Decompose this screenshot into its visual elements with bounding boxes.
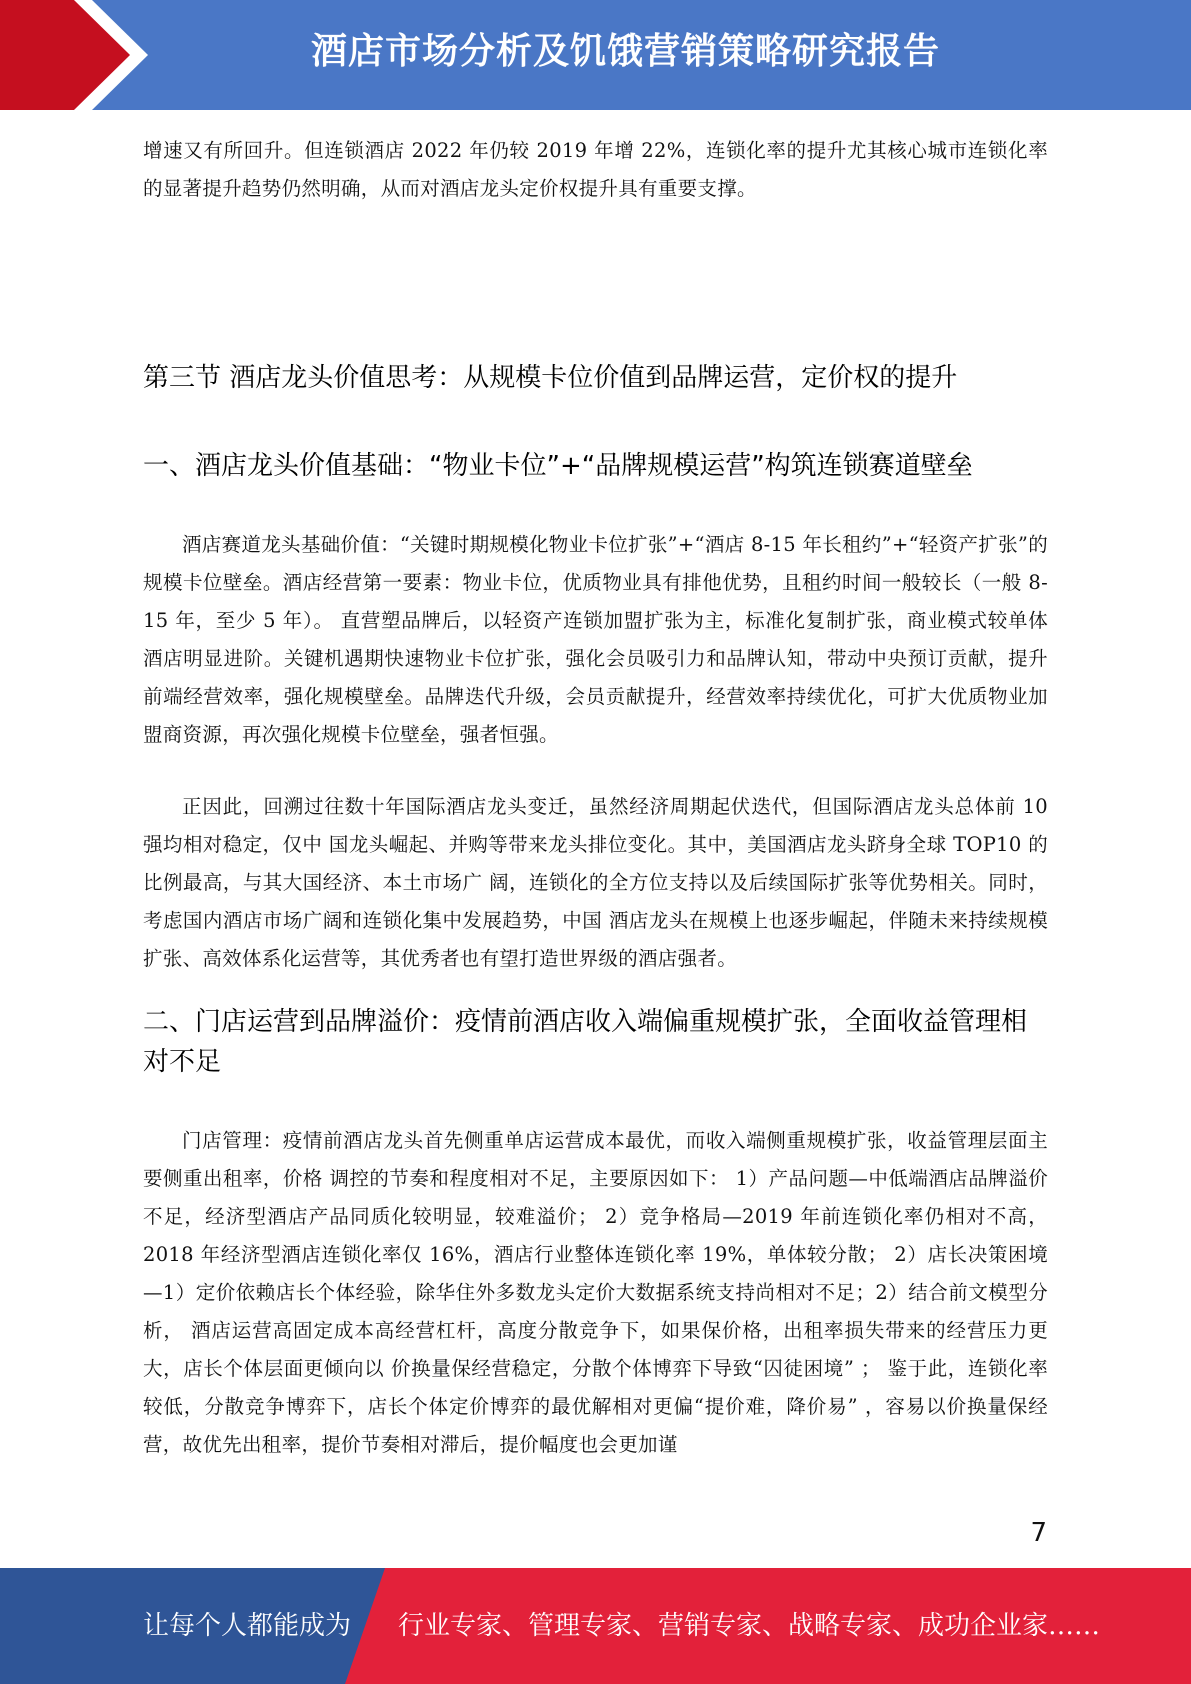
report-title: 酒店市场分析及饥饿营销策略研究报告 [310, 31, 940, 72]
subheading-1: 一、酒店龙头价值基础：“物业卡位”+“品牌规模运营”构筑连锁赛道壁垒 [143, 451, 973, 481]
body-paragraph-3: 正因此，回溯过往数十年国际酒店龙头变迁，虽然经济周期起伏迭代，但国际酒店龙头总体前 10 强均相对稳定，仅中 国龙头崛起、并购等带来龙头排位变化。其中，美国酒店龙头跻身全球 TOP10 的比例最高，与其大国经济、本土市场广 阔，连锁化的全方位支持以及后续国际扩张等优势相关。同时，考虑国内酒店市场广阔和连锁化集中发展趋势，中国 酒店龙头在规模上也逐步崛起，伴随未来持续规模扩张、高效体系化运营等，其优秀者也有望打造世界级的酒店强者。 [143, 795, 1048, 970]
footer-slogan-left: 让每个人都能成为 [143, 1611, 352, 1641]
section-heading: 第三节 酒店龙头价值思考：从规模卡位价值到品牌运营，定价权的提升 [143, 363, 958, 393]
body-paragraph-1: 增速又有所回升。但连锁酒店 2022 年仍较 2019 年增 22%，连锁化率的提升尤其核心城市连锁化率的显著提升趋势仍然明确，从而对酒店龙头定价权提升具有重要支撑。 [143, 139, 1048, 200]
subheading-2: 二、门店运营到品牌溢价：疫情前酒店收入端偏重规模扩张，全面收益管理相对不足 [143, 1007, 1028, 1077]
body-paragraph-4: 门店管理：疫情前酒店龙头首先侧重单店运营成本最优，而收入端侧重规模扩张，收益管理层面主要侧重出租率，价格 调控的节奏和程度相对不足，主要原因如下： 1）产品问题—中低端酒店品牌溢价不足，经济型酒店产品同质化较明显，较难溢价； 2）竞争格局—2019 年前连锁化率仍相对不高，2018 年经济型酒店连锁化率仅 16%，酒店行业整体连锁化率 19%，单体较分散； 2）店长决策困境—1）定价依赖店长个体经验，除华住外多数龙头定价大数据系统支持尚相对不足；2）结合前文模型分析， 酒店运营高固定成本高经营杠杆，高度分散竞争下，如果保价格，出租率损失带来的经营压力更大，店长个体层面更倾向以 价换量保经营稳定，分散个体博弈下导致“囚徒困境” ； 鉴于此，连锁化率较低，分散竞争博弈下，店长个体定价博弈的最优解相对更偏“提价难，降价易” ，容易以价换量保经 营，故优先出租率，提价节奏相对滞后，提价幅度也会更加谨 [143, 1129, 1048, 1456]
page-footer [0, 1568, 1191, 1684]
footer-slogan-right: 行业专家、管理专家、营销专家、战略专家、成功企业家…… [398, 1611, 1101, 1641]
page-number: 7 [1030, 1518, 1047, 1548]
document-body [143, 132, 1048, 1464]
body-paragraph-2: 酒店赛道龙头基础价值：“关键时期规模化物业卡位扩张”+“酒店 8-15 年长租约”+“轻资产扩张”的规模卡位壁垒。酒店经营第一要素：物业卡位，优质物业具有排他优势，且租约时间一般较长（一般 8-15 年，至少 5 年）。 直营塑品牌后，以轻资产连锁加盟扩张为主，标准化复制扩张，商业模式较单体酒店明显进阶。关键机遇期快速物业卡位扩张，强化会员吸引力和品牌认知，带动中央预订贡献，提升前端经营效率，强化规模壁垒。品牌迭代升级，会员贡献提升，经营效率持续优化，可扩大优质物业加盟商资源，再次强化规模卡位壁垒，强者恒强。 [143, 533, 1048, 746]
page-header [0, 0, 1191, 110]
